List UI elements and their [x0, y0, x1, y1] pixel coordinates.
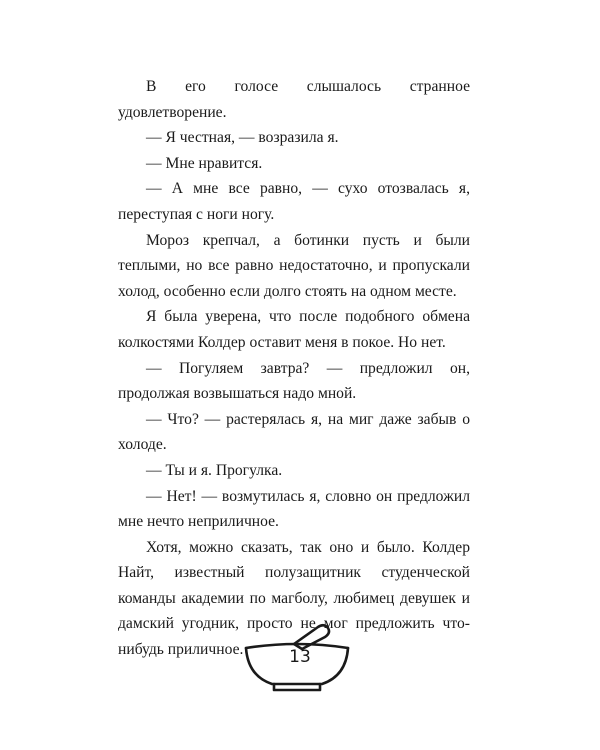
- body-text: [118, 74, 470, 663]
- paragraph: Мороз крепчал, а ботинки пусть и были теплыми, но все равно недостаточно, и пропускали холод, особенно если долго стоять на одном месте.: [118, 231, 470, 300]
- paragraph: Я была уверена, что после подобного обмена колкостями Колдер оставит меня в покое. Но нет.: [118, 308, 470, 351]
- paragraph: — Я честная, — возразила я.: [146, 129, 339, 147]
- paragraph: В его голосе слышалось странное удовлетворение.: [118, 78, 470, 121]
- paragraph: Хотя, можно сказать, так оно и было. Колдер Найт, известный полузащитник студенческой команды академии по магболу, любимец девушек и дамский угодник, просто не мог предложить что-нибудь приличное.: [118, 538, 470, 659]
- paragraph: — Нет! — возмутилась я, словно он предложил мне нечто неприличное.: [118, 487, 470, 531]
- paragraph: — Ты и я. Прогулка.: [146, 461, 283, 479]
- page-number: 13: [289, 647, 311, 667]
- paragraph: — Что? — растерялась я, на миг даже забыв о холоде.: [118, 410, 470, 454]
- paragraph: — А мне все равно, — сухо отозвалась я, переступая с ноги ногу.: [118, 180, 470, 223]
- paragraph: — Погуляем завтра? — предложил он, продолжая возвышаться надо мной.: [118, 359, 470, 403]
- paragraph: — Мне нравится.: [146, 154, 263, 172]
